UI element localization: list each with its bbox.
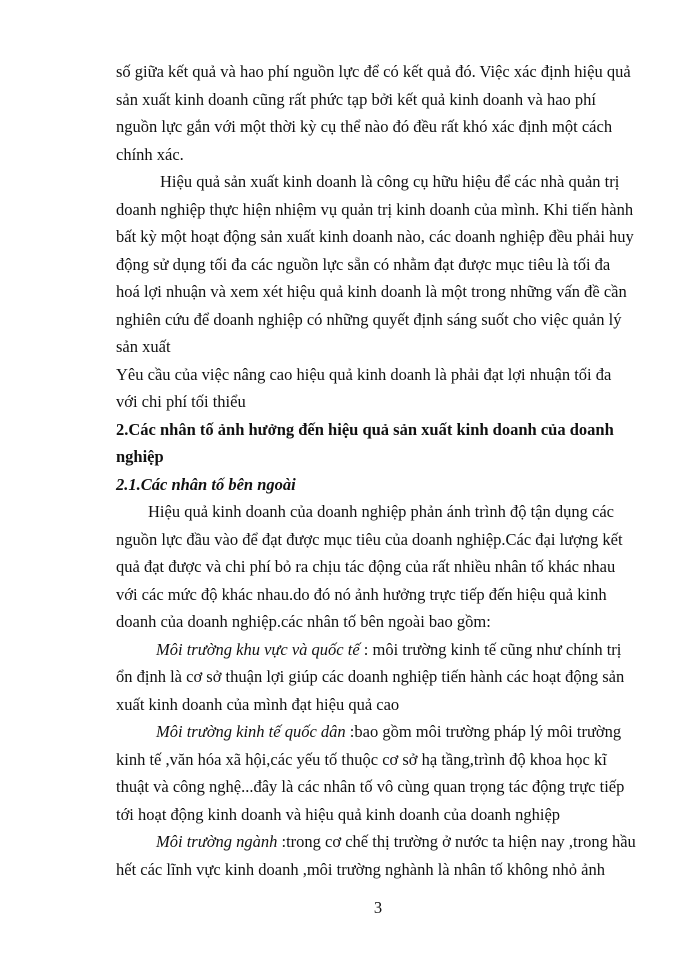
text-line: kinh tế ,văn hóa xã hội,các yếu tố thuộc cơ sở hạ tầng,trình độ khoa học kĩ bbox=[116, 749, 607, 769]
paragraph-efficiency-tool bbox=[116, 168, 640, 361]
text-line: hết các lĩnh vực kinh doanh ,môi trường nghành là nhân tố không nhỏ ảnh bbox=[116, 859, 605, 879]
heading-line: nghiệp bbox=[116, 447, 164, 466]
paragraph-regional-environment bbox=[116, 636, 640, 719]
text-line: động sử dụng tối đa các nguồn lực sẵn có nhằm đạt được mục tiêu là tối đa bbox=[116, 254, 611, 274]
term-label: Môi trường ngành bbox=[156, 832, 278, 851]
paragraph-requirement bbox=[116, 361, 640, 416]
term-description: : môi trường kinh tế cũng như chính trị bbox=[359, 639, 622, 659]
text-line: Yêu cầu của việc nâng cao hiệu quả kinh doanh là phải đạt lợi nhuận tối đa bbox=[116, 364, 612, 384]
paragraph-external-factors bbox=[116, 498, 640, 636]
term-label: Môi trường kinh tế quốc dân bbox=[156, 722, 346, 741]
text-line bbox=[116, 828, 640, 856]
text-line: số giữa kết quả và hao phí nguồn lực để có kết quả đó. Việc xác định hiệu quả bbox=[116, 62, 631, 81]
text-line: doanh nghiệp thực hiện nhiệm vụ quản trị kinh doanh của mình. Khi tiến hành bbox=[116, 199, 634, 219]
text-line: với chi phí tối thiểu bbox=[116, 392, 246, 411]
text-line: sản xuất bbox=[116, 337, 171, 356]
text-line: với các mức độ khác nhau.do đó nó ảnh hưởng trực tiếp đến hiệu quả kinh bbox=[116, 584, 607, 604]
text-line bbox=[116, 636, 640, 664]
text-line: bất kỳ một hoạt động sản xuất kinh doanh nào, các doanh nghiệp đều phải huy bbox=[116, 227, 634, 246]
term-description: :bao gồm môi trường pháp lý môi trường bbox=[345, 722, 622, 741]
text-line: thuật và công nghệ...đây là các nhân tố vô cùng quan trọng tác động trực tiếp bbox=[116, 777, 625, 796]
text-line: tới hoạt động kinh doanh và hiệu quả kinh doanh của doanh nghiệp bbox=[116, 804, 561, 824]
paragraph-continuation bbox=[116, 58, 640, 168]
text-line: sản xuất kinh doanh cũng rất phức tạp bởi kết quả kinh doanh và hao phí bbox=[116, 89, 597, 109]
text-line: hoá lợi nhuận và xem xét hiệu quả kinh doanh là một trong những vấn đề cần bbox=[116, 282, 627, 301]
subsection-heading: 2.1.Các nhân tố bên ngoài bbox=[116, 474, 296, 494]
text-line: chính xác. bbox=[116, 144, 184, 164]
text-line: xuất kinh doanh của mình đạt hiệu quả cao bbox=[116, 694, 400, 714]
page-number: 3 bbox=[373, 898, 383, 917]
heading-line: 2.Các nhân tố ảnh hưởng đến hiệu quả sản xuất kinh doanh của doanh bbox=[116, 419, 614, 439]
text-line: Hiệu quả sản xuất kinh doanh là công cụ hữu hiệu để các nhà quản trị bbox=[160, 172, 620, 191]
text-line: quả đạt được và chi phí bỏ ra chịu tác động của rất nhiều nhân tố khác nhau bbox=[116, 557, 616, 576]
text-line: doanh của doanh nghiệp.các nhân tố bên ngoài bao gồm: bbox=[116, 612, 491, 631]
paragraph-industry-environment bbox=[116, 828, 640, 883]
paragraph-national-economy bbox=[116, 718, 640, 828]
section-heading bbox=[116, 416, 640, 471]
text-line: Hiệu quả kinh doanh của doanh nghiệp phản ánh trình độ tận dụng các bbox=[148, 502, 614, 521]
text-line bbox=[116, 718, 640, 746]
text-line: nghiên cứu để doanh nghiệp có những quyết định sáng suốt cho việc quản lý bbox=[116, 309, 622, 329]
text-line: ổn định là cơ sở thuận lợi giúp các doanh nghiệp tiến hành các hoạt động sản bbox=[116, 667, 625, 686]
term-description: :trong cơ chế thị trường ở nước ta hiện nay ,trong hầu bbox=[277, 832, 636, 851]
term-label: Môi trường khu vực và quốc tế bbox=[156, 639, 360, 659]
text-line: nguồn lực đầu vào để đạt được mục tiêu của doanh nghiệp.Các đại lượng kết bbox=[116, 529, 623, 549]
text-line: nguồn lực gắn với một thời kỳ cụ thể nào đó đều rất khó xác định một cách bbox=[116, 117, 613, 136]
